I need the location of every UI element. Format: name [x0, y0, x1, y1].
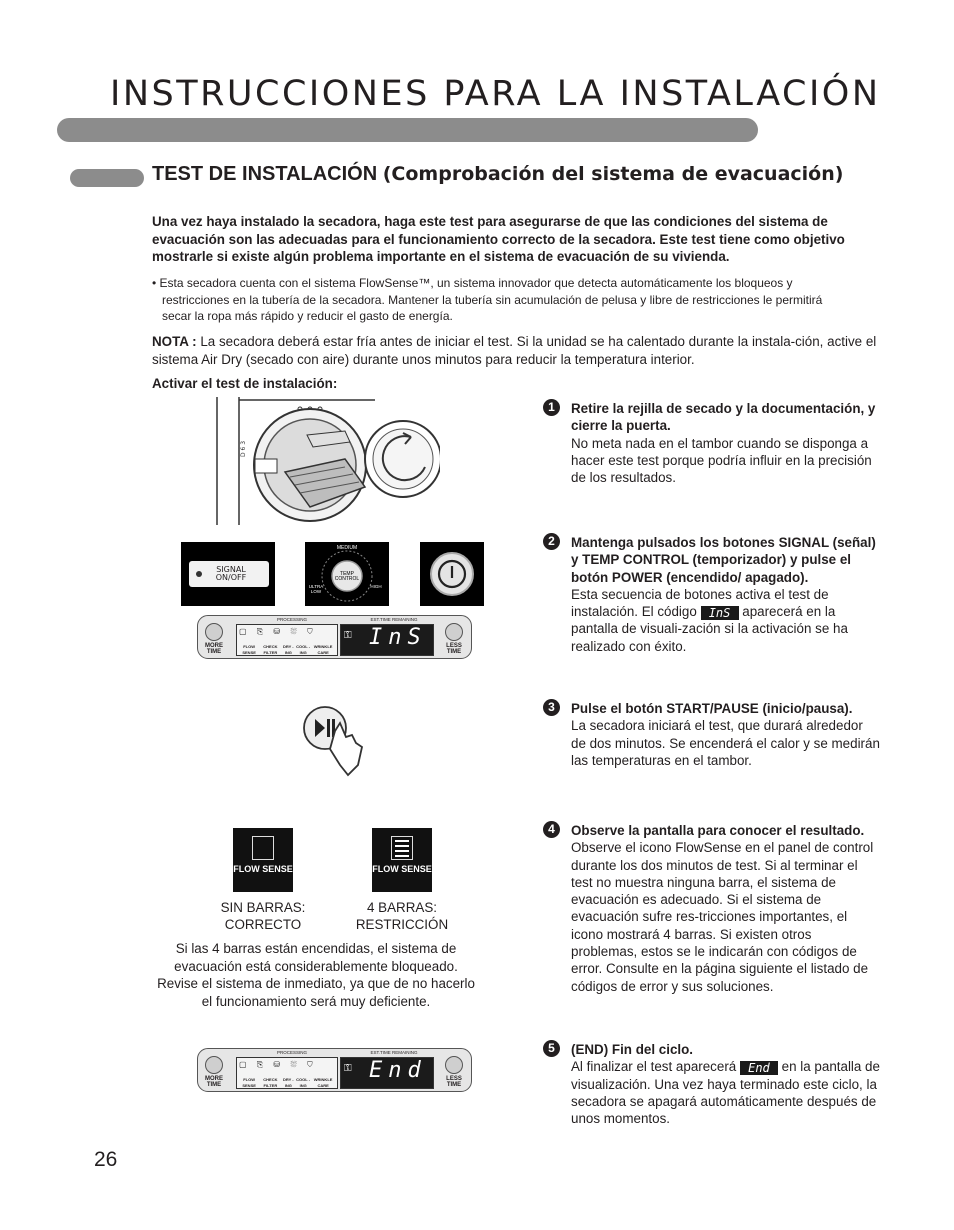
- step-5-code: End: [740, 1061, 778, 1075]
- step-5-body-a: Al finalizar el test aparecerá: [571, 1059, 740, 1075]
- signal-led: [196, 571, 202, 577]
- icon-label-flow-sense: FLOW SENSE: [242, 644, 256, 655]
- power-button-photo: [420, 542, 484, 606]
- blockage-warning: Si las 4 barras están encendidas, el sistema de evacuación está considerablemente bloqueado. Revise el sistema de inmediato, ya que de no hacerlo el funcionamiento será muy deficiente.: [157, 941, 475, 1009]
- status-icon-row-2: ▢ ⎘ ⛁ ⛆ ⛉: [239, 1060, 317, 1069]
- cycle-status-icons-2: [236, 1057, 338, 1089]
- start-pause-press-illustration: [300, 703, 370, 778]
- less-time-label: LESS TIME: [446, 643, 462, 655]
- icon-label-cooling: COOL -ING: [296, 644, 311, 655]
- display-code-end: End: [369, 1058, 427, 1083]
- step-5-number: 5: [543, 1040, 560, 1057]
- step-1-title: Retire la rejilla de secado y la documentación, y cierre la puerta.: [571, 401, 876, 434]
- caption-no-bars: SIN BARRAS: CORRECTO: [220, 900, 306, 932]
- svg-text:D 6 3: D 6 3: [240, 440, 247, 457]
- step-1-text: [571, 400, 881, 486]
- step-3-text: [571, 700, 881, 769]
- display-screen-end: [340, 1057, 434, 1089]
- signal-button: [189, 561, 269, 587]
- flowsense-note-line-1: • Esta secadora cuenta con el sistema FlowSense™, un sistema innovador que detecta automáticamente los bloqueos y: [152, 276, 793, 290]
- step-3-body: La secadora iniciará el test, que durará alrededor de dos minutos. Se encenderá el calor y se medirán las temperaturas en el tambor.: [571, 718, 880, 768]
- section-marker: [70, 169, 144, 187]
- flowsense-empty-frame: [252, 836, 274, 860]
- step-2-text: [571, 534, 881, 655]
- flowsense-bars-frame: [391, 836, 413, 860]
- flowsense-bar-1: [395, 840, 409, 842]
- est-time-label-2: EST.TIME REMAINING: [370, 1050, 418, 1055]
- flowsense-label-2: FLOW SENSE: [372, 864, 432, 874]
- power-icon: [420, 542, 484, 606]
- nota-label: NOTA :: [152, 334, 197, 349]
- temp-high-label: HIGH: [370, 584, 382, 589]
- icon-label-wrinkle-care-2: WRINKLE CARE: [313, 1077, 333, 1088]
- lock-icon: ⚿: [344, 630, 352, 641]
- icon-label-wrinkle-care: WRINKLE CARE: [313, 644, 333, 655]
- step-2-body-a: Esta secuencia de botones activa el test de instalación. El código: [571, 586, 829, 620]
- temp-ultra-low-label: ULTRA LOW: [308, 584, 324, 594]
- lock-icon-2: ⚿: [344, 1063, 352, 1074]
- less-time-knob-2: [445, 1056, 463, 1074]
- est-time-label: EST.TIME REMAINING: [370, 617, 418, 622]
- step-3-number: 3: [543, 699, 560, 716]
- status-icon-labels: [239, 644, 335, 656]
- more-time-knob-2: [205, 1056, 223, 1074]
- less-time-label-2: LESS TIME: [446, 1076, 462, 1088]
- icon-label-drying: DRY -ING: [282, 644, 294, 655]
- title-divider-bar: [57, 118, 758, 142]
- page-title: INSTRUCCIONES PARA LA INSTALACIÓN: [110, 74, 881, 114]
- display-screen-ins: [340, 624, 434, 656]
- step-2-code: InS: [701, 606, 739, 620]
- icon-label-flow-sense-2: FLOW SENSE: [242, 1077, 256, 1088]
- status-icon-row: ▢ ⎘ ⛁ ⛆ ⛉: [239, 627, 317, 636]
- flowsense-bar-3: [395, 850, 409, 852]
- step-4-body: Observe el icono FlowSense en el panel de control durante los dos minutos de test. Si al terminar el test no muestra ninguna barra, el sistema de evacuación es adecuado. Si el sistema de evacuación sufre res-tricciones importantes, el icono mostrará 4 barras. Si existen otros problemas, estos se le indicarán con códigos de error. Consulte en la página siguiente el listado de códigos de error y sus soluciones.: [571, 840, 874, 994]
- icon-label-cooling-2: COOL -ING: [296, 1077, 311, 1088]
- flowsense-note-line-2: restricciones en la tubería de la secadora. Mantener la tubería sin acumulación de pelusa y libre de restricciones le permitirá: [162, 292, 823, 307]
- flowsense-label-1: FLOW SENSE: [233, 864, 293, 874]
- flowsense-4-bars-icon: [372, 828, 432, 892]
- icon-label-check-filter: CHECK FILTER: [263, 644, 278, 655]
- step-4-number: 4: [543, 821, 560, 838]
- temp-medium-label: MEDIUM: [336, 545, 358, 551]
- step-2-title: Mantenga pulsados los botones SIGNAL (señal) y TEMP CONTROL (temporizador) y pulse el botón POWER (encendido/ apagado).: [571, 535, 876, 585]
- temp-control-label: TEMP CONTROL: [334, 571, 360, 582]
- display-code-ins: InS: [369, 625, 427, 650]
- nota-paragraph: [152, 333, 882, 369]
- flowsense-note: [152, 275, 882, 325]
- control-panel-end: [197, 1048, 472, 1092]
- processing-label: PROCESSING: [276, 617, 307, 622]
- page-number: 26: [94, 1148, 118, 1171]
- flowsense-note-line-3: secar la ropa más rápido y reducir el gasto de energía.: [162, 309, 453, 323]
- section-heading-sub: (Comprobación del sistema de evacuación): [382, 163, 844, 185]
- cycle-status-icons: [236, 624, 338, 656]
- step-2-number: 2: [543, 533, 560, 550]
- intro-paragraph: Una vez haya instalado la secadora, haga este test para asegurarse de que las condiciones del sistema de evacuación son las adecuadas para el funcionamiento correcto de la secadora. Este test tiene como objetivo mostrarle si existe algún problema importante en el sistema de evacuación de su vivienda.: [152, 214, 845, 264]
- step-5-title: (END) Fin del ciclo.: [571, 1042, 694, 1057]
- flowsense-bar-2: [395, 845, 409, 847]
- less-time-knob: [445, 623, 463, 641]
- more-time-knob: [205, 623, 223, 641]
- caption-4-bars: 4 BARRAS: RESTRICCIÓN: [355, 900, 449, 932]
- control-panel-ins: [197, 615, 472, 659]
- icon-label-drying-2: DRY -ING: [282, 1077, 294, 1088]
- status-icon-labels-2: [239, 1077, 335, 1089]
- icon-label-check-filter-2: CHECK FILTER: [263, 1077, 278, 1088]
- flowsense-no-bars-icon: [233, 828, 293, 892]
- activate-heading: Activar el test de instalación:: [152, 376, 338, 391]
- step-4-title: Observe la pantalla para conocer el resultado.: [571, 823, 865, 838]
- step-3-title: Pulse el botón START/PAUSE (inicio/pausa).: [571, 701, 853, 716]
- signal-button-photo: [181, 542, 275, 606]
- step-4-text: [571, 822, 881, 995]
- section-heading-main: TEST DE INSTALACIÓN: [152, 163, 378, 185]
- step-5-text: [571, 1041, 881, 1127]
- flowsense-bar-4: [395, 855, 409, 857]
- more-time-label: MORE TIME: [205, 643, 223, 655]
- nota-text: La secadora deberá estar fría antes de iniciar el test. Si la unidad se ha calentado durante la instala-ción, active el sistema Air Dry (secado con aire) durante unos minutos para reducir la temperatura interior.: [152, 334, 877, 367]
- step-1-body: No meta nada en el tambor cuando se disponga a hacer este test porque podría influir en la precisión de los resultados.: [571, 435, 872, 486]
- signal-button-label: SIGNAL ON/OFF: [215, 565, 247, 582]
- step-2-body-b: aparecerá en la pantalla de visuali-zación si la activación se ha realizado con éxito.: [571, 604, 848, 654]
- step-1-number: 1: [543, 399, 560, 416]
- step-5-body-b: en la pantalla de visualización. Una vez haya terminado este ciclo, la secadora se apagará automáticamente después de unos momentos.: [571, 1059, 880, 1127]
- more-time-label-2: MORE TIME: [205, 1076, 223, 1088]
- section-heading: [152, 163, 843, 186]
- temp-control-knob-photo: [305, 542, 389, 606]
- processing-label-2: PROCESSING: [276, 1050, 307, 1055]
- dryer-open-door-illustration: [215, 397, 440, 527]
